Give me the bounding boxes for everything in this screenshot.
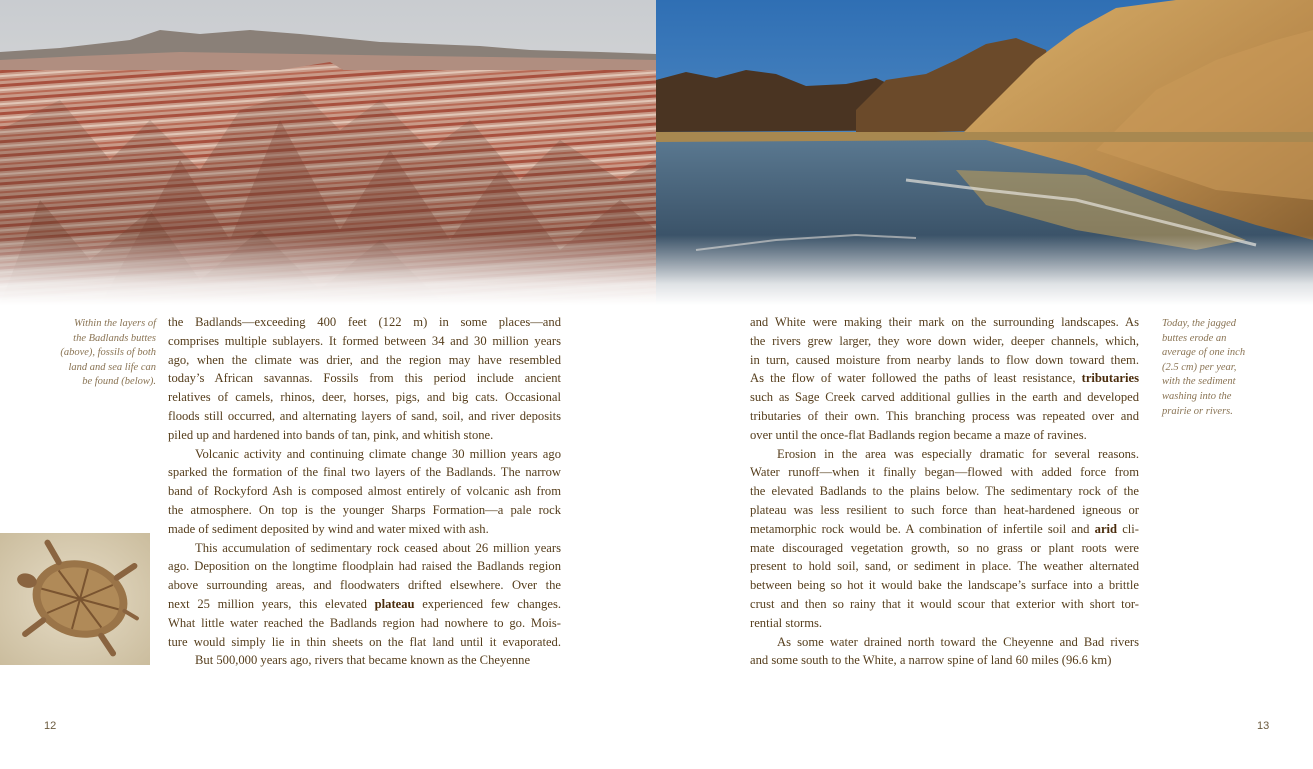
text-line: ture would simply lie in thin sheets on the flat land until it evaporated. (168, 634, 561, 649)
text-line: between being so hot it would bake the landscape’s surface into a brittle (750, 578, 1139, 593)
text-line: tributaries of their own. This branching process was repeated over and (750, 408, 1139, 423)
text-line: the rivers grew larger, they wore down wider, deeper channels, which, (750, 333, 1139, 348)
text-line: mate discouraged vegetation growth, so no grass or plant roots were (750, 540, 1139, 555)
text-line: above surrounding areas, and floodwaters drifted elsewhere. Over the (168, 578, 561, 593)
caption-right-line: with the sediment (1162, 376, 1236, 388)
text-line: over until the once-flat Badlands region became a maze of ravines. (750, 427, 1087, 442)
text-line (168, 595, 561, 614)
text-line: the elevated Badlands to the plains below. The sedimentary rock of the (750, 484, 1139, 499)
glossary-term: arid (1094, 521, 1118, 536)
text-line: What little water reached the Badlands region had nowhere to go. Mois- (168, 615, 561, 630)
text-line: comprises multiple sublayers. It formed between 34 and 30 million years (168, 333, 561, 348)
text-line: This accumulation of sedimentary rock ceased about 26 million years (195, 540, 561, 555)
text-line: and some south to the White, a narrow spine of land 60 miles (96.6 km) (750, 653, 1112, 668)
body-text-right-column (750, 313, 1139, 670)
text-line: present to hold soil, sand, or sediment in place. The weather alternated (750, 559, 1139, 574)
text-line: rential storms. (750, 615, 823, 630)
text-line: Volcanic activity and continuing climate change 30 million years ago (195, 446, 561, 461)
caption-right-line: (2.5 cm) per year, (1162, 361, 1237, 373)
caption-right-line: average of one inch (1162, 347, 1246, 359)
caption-left-line: be found (below). (82, 376, 156, 388)
caption-right-line: buttes erode an (1162, 332, 1227, 344)
text-line: piled up and hardened into bands of tan, pink, and whitish stone. (168, 427, 494, 442)
caption-left-line: (above), fossils of both (60, 347, 156, 359)
text-line: in turn, caused moisture from nearby lands to flow down toward them. (750, 352, 1139, 367)
text-line: crust and then so rainy that it would scour that exterior with short tor- (750, 596, 1139, 611)
text-line: sparked the formation of the final two layers of the Badlands. The narrow (168, 465, 561, 480)
text-line (750, 369, 1139, 388)
text-line: plateau was less resilient to such force than heat-hardened igneous or (750, 502, 1139, 517)
badlands-river-cliffs-photo (656, 0, 1313, 305)
turtle-fossil-photo (0, 533, 150, 665)
text-line: band of Rockyford Ash is composed almost entirely of volcanic ash from (168, 484, 561, 499)
text-line: the atmosphere. On top is the younger Sharps Formation—a pale rock (168, 502, 561, 517)
text-line: ago, when the climate was drier, and the region may have resembled (168, 352, 561, 367)
caption-right-line: Today, the jagged (1162, 318, 1236, 329)
caption-left-line: the Badlands buttes (73, 332, 156, 344)
caption-left-line: land and sea life can (68, 361, 156, 373)
caption-left-line: Within the layers of (74, 318, 156, 329)
caption-right-line: washing into the (1162, 390, 1232, 402)
caption-right-line: prairie or rivers. (1162, 405, 1233, 417)
text-line: today’s African savannas. Fossils from this period include ancient (168, 371, 561, 386)
text-line: Erosion in the area was especially dramatic for several reasons. (777, 446, 1139, 461)
caption-left (40, 317, 156, 390)
page-number-right: 13 (1257, 720, 1270, 732)
text-run: As the flow of water followed the paths of least resistance, (750, 371, 1082, 386)
text-line: relatives of camels, rhinos, deer, horses, pigs, and big cats. Occasional (168, 390, 561, 405)
text-line: ago. Deposition on the longtime floodplain had raised the Badlands region (168, 559, 561, 574)
text-line: But 500,000 years ago, rivers that became known as the Cheyenne (195, 653, 531, 668)
text-line: and White were making their mark on the surrounding landscapes. As (750, 315, 1139, 329)
text-line: the Badlands—exceeding 400 feet (122 m) in some places—and (168, 315, 561, 329)
glossary-term: tributaries (1081, 371, 1139, 386)
text-line: Water runoff—when it finally began—flowed with added force from (750, 465, 1139, 480)
text-line: made of sediment deposited by wind and water mixed with ash. (168, 521, 489, 536)
badlands-striped-buttes-photo (0, 0, 656, 305)
text-run: next 25 million years, this elevated (168, 596, 375, 611)
text-line (750, 520, 1139, 539)
text-line: such as Sage Creek carved additional gullies in the earth and developed (750, 390, 1139, 405)
text-run: experienced few changes. (414, 596, 561, 611)
page-number-left: 12 (44, 720, 57, 732)
text-run: metamorphic rock would be. A combination of infertile soil and (750, 521, 1095, 536)
caption-right (1162, 317, 1272, 419)
glossary-term: plateau (374, 596, 415, 611)
text-run: cli- (1117, 521, 1140, 536)
body-text-left-column (168, 313, 561, 670)
text-line: floods still occurred, and alternating layers of sand, soil, and river deposits (168, 408, 561, 423)
text-line: As some water drained north toward the Cheyenne and Bad rivers (777, 634, 1139, 649)
